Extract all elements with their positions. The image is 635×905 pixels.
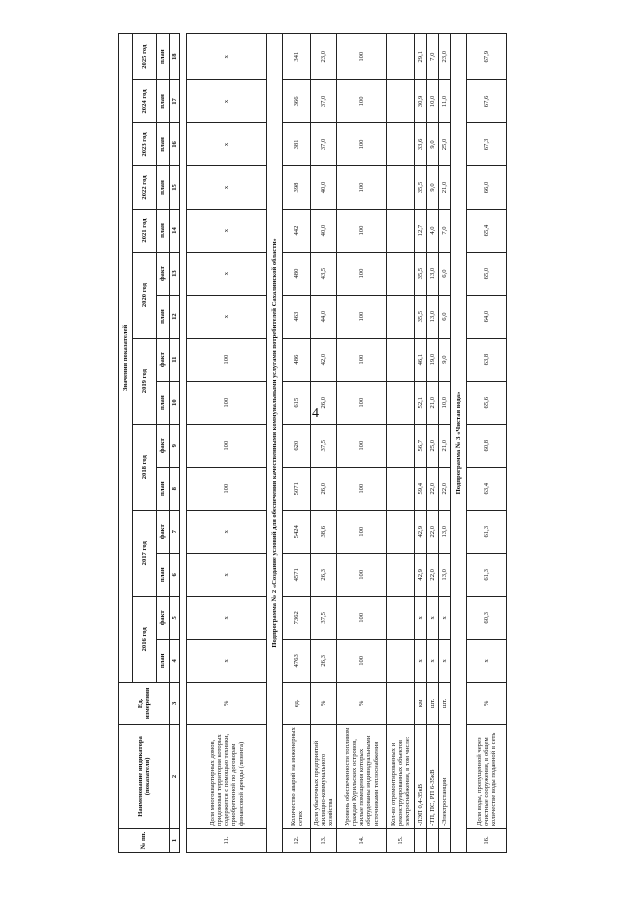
plan-value-cell: 64,0 xyxy=(467,295,507,338)
table-row xyxy=(467,34,507,853)
fact-value-cell: 100 xyxy=(337,252,387,295)
plan-value-cell xyxy=(387,34,415,80)
table-row xyxy=(415,34,427,853)
plan-value-cell: 23,0 xyxy=(439,34,451,80)
subprogram-title: Подпрограмма № 2 «Создание условий для обеспечения качественными коммунальными услугами потребителей Сахалинской области» xyxy=(267,34,283,853)
plan-value-cell xyxy=(387,553,415,596)
plan-value-cell: х xyxy=(187,80,267,123)
plan-value-cell: 6,0 xyxy=(439,295,451,338)
plan-value-cell: 7,0 xyxy=(427,34,439,80)
plan-value-cell: 366 xyxy=(283,80,311,123)
plan-value-cell: 33,6 xyxy=(415,123,427,166)
row-number: 13. xyxy=(311,828,337,852)
fact-value-cell xyxy=(387,338,415,381)
row-number: 16. xyxy=(467,828,507,852)
plan-value-cell: 9,0 xyxy=(427,166,439,209)
plan-value-cell: х xyxy=(439,639,451,682)
fact-value-cell: 42,0 xyxy=(311,338,337,381)
plan-value-cell: 40,0 xyxy=(311,209,337,252)
plan-value-cell: 61,3 xyxy=(467,553,507,596)
plan-value-cell: х xyxy=(187,209,267,252)
header-plan: план xyxy=(157,381,170,424)
plan-value-cell: 615 xyxy=(283,381,311,424)
header-fact: факт xyxy=(157,596,170,639)
header-values-group: Значения показателей xyxy=(119,34,133,683)
plan-value-cell: 11,0 xyxy=(439,80,451,123)
fact-value-cell: 5424 xyxy=(283,510,311,553)
table-row xyxy=(439,34,451,853)
plan-value-cell: 9,0 xyxy=(427,123,439,166)
header-year: 2017 год xyxy=(133,510,157,596)
indicator-name: Уровень обеспеченности топливом граждан Курильских островов, жилые помещения которых оборудованы индивидуальными источниками теплоснабжения xyxy=(337,724,387,828)
fact-value-cell xyxy=(387,596,415,639)
plan-value-cell: х xyxy=(187,123,267,166)
header-year: 2018 год xyxy=(133,424,157,510)
fact-value-cell: 100 xyxy=(187,338,267,381)
plan-value-cell: х xyxy=(467,639,507,682)
plan-value-cell: 67,6 xyxy=(467,80,507,123)
plan-value-cell: 100 xyxy=(337,553,387,596)
header-plan: план xyxy=(157,80,170,123)
plan-value-cell xyxy=(387,381,415,424)
plan-value-cell: 42,9 xyxy=(415,553,427,596)
header-year: 2020 год xyxy=(133,252,157,338)
fact-value-cell: 19,0 xyxy=(427,338,439,381)
plan-value-cell: 26,3 xyxy=(311,639,337,682)
fact-value-cell xyxy=(387,252,415,295)
fact-value-cell: 100 xyxy=(187,424,267,467)
fact-value-cell: х xyxy=(427,596,439,639)
subprogram-title: Подпрограмма № 3 «Чистая вода» xyxy=(451,34,467,853)
plan-value-cell: 5071 xyxy=(283,467,311,510)
header-year: 2025 год xyxy=(133,34,157,80)
plan-value-cell: 10,0 xyxy=(439,381,451,424)
plan-value-cell: 12,7 xyxy=(415,209,427,252)
plan-value-cell: 100 xyxy=(187,467,267,510)
fact-value-cell: 9,0 xyxy=(439,338,451,381)
plan-value-cell: 100 xyxy=(337,209,387,252)
fact-value-cell xyxy=(387,510,415,553)
fact-value-cell: х xyxy=(187,252,267,295)
plan-value-cell: х xyxy=(187,166,267,209)
header-plan: план xyxy=(157,166,170,209)
plan-value-cell: 22,0 xyxy=(427,553,439,596)
header-fact: факт xyxy=(157,338,170,381)
fact-value-cell: х xyxy=(439,596,451,639)
table-row xyxy=(283,34,311,853)
plan-value-cell: 100 xyxy=(337,639,387,682)
plan-value-cell: 65,4 xyxy=(467,209,507,252)
fact-value-cell: 22,0 xyxy=(427,510,439,553)
indicator-name: Доля воды, пропущенной через очистные сооружения, в общем количестве воды поданной в сеть xyxy=(467,724,507,828)
subprogram-row xyxy=(267,34,283,853)
unit-cell: % xyxy=(467,682,507,724)
fact-value-cell: х xyxy=(187,596,267,639)
indicators-table-rotated xyxy=(118,33,585,853)
plan-value-cell: 67,3 xyxy=(467,123,507,166)
plan-value-cell: 442 xyxy=(283,209,311,252)
plan-value-cell: 26,0 xyxy=(311,467,337,510)
table-row xyxy=(187,34,267,853)
header-plan: план xyxy=(157,123,170,166)
fact-value-cell: х xyxy=(187,510,267,553)
plan-value-cell: х xyxy=(415,639,427,682)
plan-value-cell: 26,3 xyxy=(311,553,337,596)
indicators-table xyxy=(118,33,507,853)
plan-value-cell: 4571 xyxy=(283,553,311,596)
fact-value-cell: 63,8 xyxy=(467,338,507,381)
fact-value-cell: 43,5 xyxy=(311,252,337,295)
plan-value-cell: 10,0 xyxy=(427,80,439,123)
fact-value-cell: 620 xyxy=(283,424,311,467)
indicator-name: Доля многоквартирных домов, придомовая территория которых содержится с помощью техники, приобретенной по договорам финансовой аренды (лизинга) xyxy=(187,724,267,828)
indicator-name: -Электростанции xyxy=(439,724,451,828)
row-number: 12. xyxy=(283,828,311,852)
plan-value-cell: 30,9 xyxy=(415,80,427,123)
fact-value-cell: 37,5 xyxy=(311,596,337,639)
plan-value-cell xyxy=(387,209,415,252)
header-year: 2024 год xyxy=(133,80,157,123)
plan-value-cell: 100 xyxy=(337,295,387,338)
plan-value-cell: 67,9 xyxy=(467,34,507,80)
indicator-name: -ТП, ПС, РП 6-35кВ xyxy=(427,724,439,828)
fact-value-cell: 486 xyxy=(283,338,311,381)
plan-value-cell: х xyxy=(187,295,267,338)
plan-value-cell: 35,5 xyxy=(415,166,427,209)
header-year: 2021 год xyxy=(133,209,157,252)
indicator-name: Доля убыточных предприятий жилищно-коммунального хозяйства xyxy=(311,724,337,828)
indicator-name: Кол-во отремонтированных и реконструированных объектов электроснабжения, в том числе: xyxy=(387,724,415,828)
row-number xyxy=(439,828,451,852)
plan-value-cell: 52,1 xyxy=(415,381,427,424)
unit-cell: % xyxy=(187,682,267,724)
fact-value-cell: 25,0 xyxy=(427,424,439,467)
header-fact: факт xyxy=(157,252,170,295)
header-fact: факт xyxy=(157,424,170,467)
header-plan: план xyxy=(157,553,170,596)
plan-value-cell: 100 xyxy=(337,381,387,424)
unit-cell: % xyxy=(337,682,387,724)
header-plan: план xyxy=(157,295,170,338)
plan-value-cell: 100 xyxy=(337,467,387,510)
plan-value-cell xyxy=(387,467,415,510)
plan-value-cell: 37,0 xyxy=(311,123,337,166)
header-year: 2022 год xyxy=(133,166,157,209)
fact-value-cell: 100 xyxy=(337,338,387,381)
plan-value-cell xyxy=(387,80,415,123)
header-year: 2016 год xyxy=(133,596,157,682)
fact-value-cell: 100 xyxy=(337,596,387,639)
plan-value-cell: 21,0 xyxy=(427,381,439,424)
plan-value-cell: 463 xyxy=(283,295,311,338)
fact-value-cell: 21,0 xyxy=(439,424,451,467)
fact-value-cell: 100 xyxy=(337,424,387,467)
fact-value-cell: 46,1 xyxy=(415,338,427,381)
plan-value-cell: 100 xyxy=(337,80,387,123)
fact-value-cell: х xyxy=(415,596,427,639)
plan-value-cell: 66,0 xyxy=(467,166,507,209)
plan-value-cell: 100 xyxy=(337,166,387,209)
header-no: № пп. xyxy=(119,828,170,852)
plan-value-cell: 37,0 xyxy=(311,80,337,123)
plan-value-cell: 26,0 xyxy=(311,381,337,424)
fact-value-cell xyxy=(387,424,415,467)
plan-value-cell: 35,5 xyxy=(415,295,427,338)
plan-value-cell: 4763 xyxy=(283,639,311,682)
plan-value-cell xyxy=(387,639,415,682)
table-row xyxy=(311,34,337,853)
plan-value-cell xyxy=(387,295,415,338)
header-plan: план xyxy=(157,467,170,510)
row-number: 14. xyxy=(337,828,387,852)
plan-value-cell: х xyxy=(187,639,267,682)
fact-value-cell: 35,5 xyxy=(415,252,427,295)
plan-value-cell: х xyxy=(427,639,439,682)
plan-value-cell: 22,0 xyxy=(427,467,439,510)
fact-value-cell: 60,8 xyxy=(467,424,507,467)
fact-value-cell: 61,3 xyxy=(467,510,507,553)
plan-value-cell: 25,0 xyxy=(439,123,451,166)
fact-value-cell: 60,3 xyxy=(467,596,507,639)
plan-value-cell: 13,0 xyxy=(439,553,451,596)
plan-value-cell xyxy=(387,166,415,209)
plan-value-cell: 13,0 xyxy=(427,295,439,338)
table-row xyxy=(387,34,415,853)
unit-cell xyxy=(387,682,415,724)
plan-value-cell: 40,0 xyxy=(311,166,337,209)
indicator-name: Количество аварий на инженерных сетях xyxy=(283,724,311,828)
row-number: 11. xyxy=(187,828,267,852)
fact-value-cell: 37,5 xyxy=(311,424,337,467)
plan-value-cell: 23,0 xyxy=(311,34,337,80)
plan-value-cell: х xyxy=(187,553,267,596)
header-year: 2023 год xyxy=(133,123,157,166)
unit-cell: шт. xyxy=(439,682,451,724)
plan-value-cell: 100 xyxy=(187,381,267,424)
subprogram-row xyxy=(451,34,467,853)
plan-value-cell xyxy=(387,123,415,166)
header-plan: план xyxy=(157,639,170,682)
table-row xyxy=(427,34,439,853)
page-number: 4 xyxy=(312,406,319,421)
plan-value-cell: 100 xyxy=(337,34,387,80)
header-plan: план xyxy=(157,34,170,80)
plan-value-cell: 381 xyxy=(283,123,311,166)
header-year: 2019 год xyxy=(133,338,157,424)
row-number xyxy=(427,828,439,852)
plan-value-cell: 59,4 xyxy=(415,467,427,510)
unit-cell: % xyxy=(311,682,337,724)
unit-cell: км xyxy=(415,682,427,724)
plan-value-cell: 21,0 xyxy=(439,166,451,209)
header-name: Наименование индикатора (показателя) xyxy=(119,724,170,828)
plan-value-cell: 341 xyxy=(283,34,311,80)
spacer-row xyxy=(180,34,187,853)
indicator-name: -ЛЭП 0,4-35кВ xyxy=(415,724,427,828)
plan-value-cell: 65,6 xyxy=(467,381,507,424)
fact-value-cell: 7362 xyxy=(283,596,311,639)
fact-value-cell: 38,6 xyxy=(311,510,337,553)
row-number: 15. xyxy=(387,828,415,852)
plan-value-cell: 7,0 xyxy=(439,209,451,252)
plan-value-cell: 398 xyxy=(283,166,311,209)
header-unit: Ед. измерения xyxy=(119,682,170,724)
fact-value-cell: 6,0 xyxy=(439,252,451,295)
fact-value-cell: 42,9 xyxy=(415,510,427,553)
table-row xyxy=(337,34,387,853)
fact-value-cell: 480 xyxy=(283,252,311,295)
fact-value-cell: 13,0 xyxy=(427,252,439,295)
plan-value-cell: 29,1 xyxy=(415,34,427,80)
column-number-row: 1 2 3 4 5 6 7 8 9 10 11 12 13 14 15 16 17 18 xyxy=(170,34,180,853)
header-fact: факт xyxy=(157,510,170,553)
row-number xyxy=(415,828,427,852)
header-plan: план xyxy=(157,209,170,252)
plan-value-cell: 4,0 xyxy=(427,209,439,252)
plan-value-cell: х xyxy=(187,34,267,80)
table-body xyxy=(170,34,507,853)
plan-value-cell: 100 xyxy=(337,123,387,166)
unit-cell: ед. xyxy=(283,682,311,724)
plan-value-cell: 44,0 xyxy=(311,295,337,338)
fact-value-cell: 13,0 xyxy=(439,510,451,553)
plan-value-cell: 63,4 xyxy=(467,467,507,510)
plan-value-cell: 22,0 xyxy=(439,467,451,510)
fact-value-cell: 65,0 xyxy=(467,252,507,295)
fact-value-cell: 56,7 xyxy=(415,424,427,467)
unit-cell: шт. xyxy=(427,682,439,724)
fact-value-cell: 100 xyxy=(337,510,387,553)
